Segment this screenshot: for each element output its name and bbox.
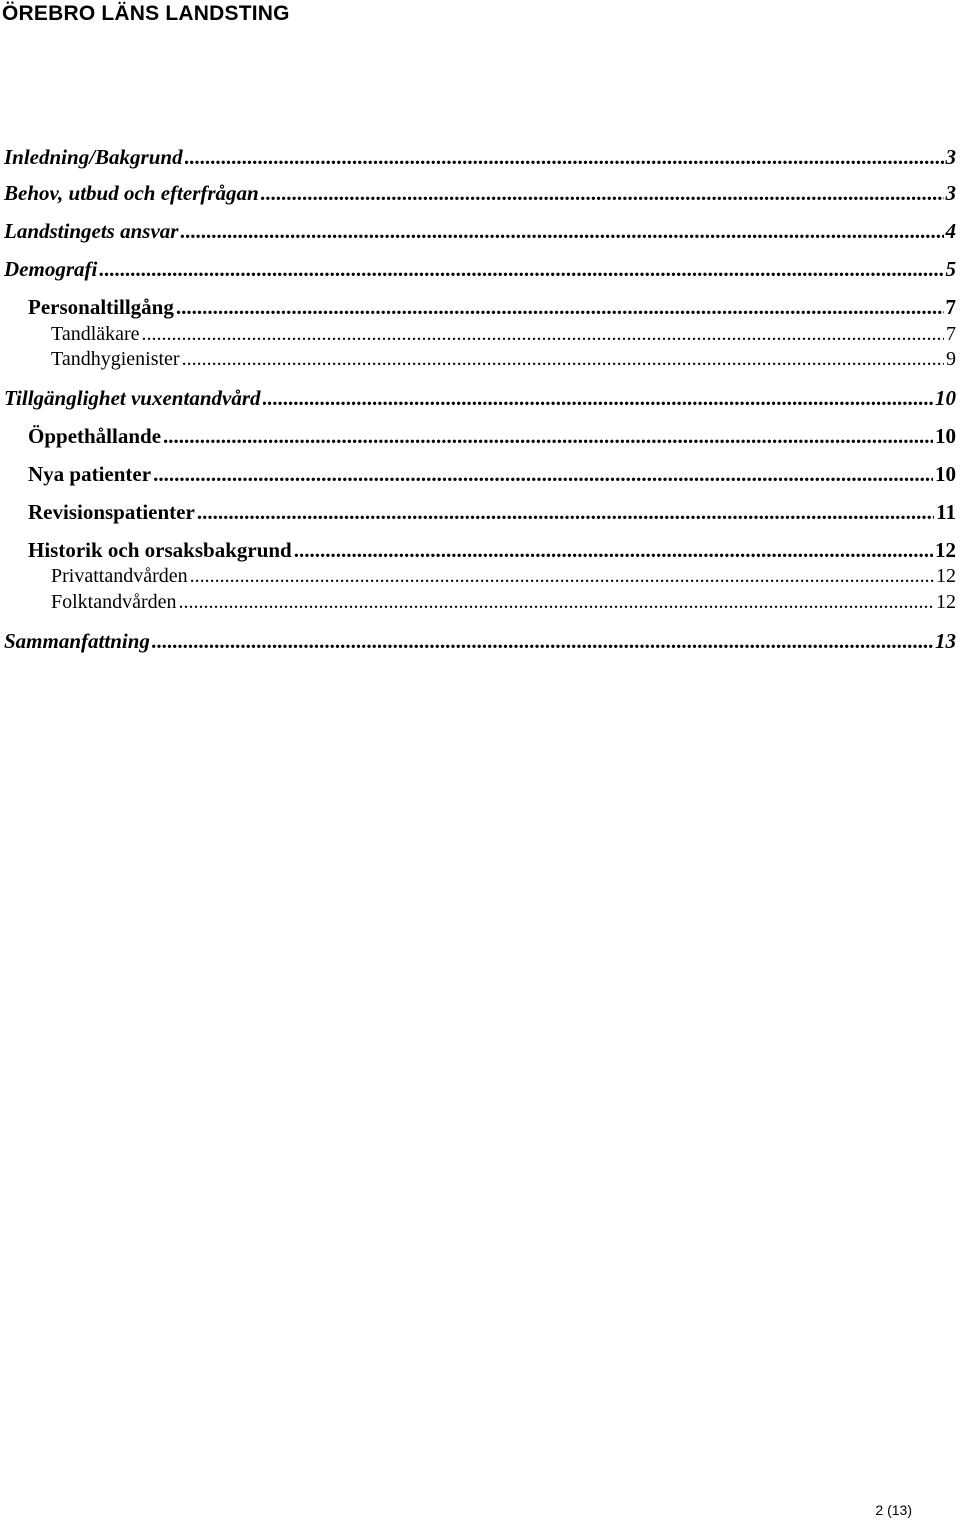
toc-dot-leader bbox=[263, 386, 934, 411]
toc-entry[interactable] bbox=[4, 629, 956, 654]
toc-entry-page: 12 bbox=[936, 565, 956, 587]
toc-entry-page: 11 bbox=[936, 500, 956, 524]
toc-entry-page: 10 bbox=[935, 386, 956, 410]
toc-entry-title: Privattandvården bbox=[51, 565, 188, 587]
toc-entry-title: Tandhygienister bbox=[51, 348, 180, 370]
toc-entry-page: 5 bbox=[945, 257, 956, 281]
toc-entry[interactable] bbox=[28, 295, 956, 320]
toc-entry-page: 10 bbox=[935, 462, 956, 486]
toc-entry[interactable] bbox=[28, 500, 956, 525]
toc-dot-leader bbox=[185, 145, 944, 170]
toc-dot-leader bbox=[261, 181, 944, 206]
toc-entry-title: Tillgänglighet vuxentandvård bbox=[4, 386, 261, 410]
toc-entry[interactable] bbox=[51, 348, 956, 371]
toc-dot-leader bbox=[152, 629, 933, 654]
toc-entry-page: 4 bbox=[945, 219, 956, 243]
toc-dot-leader bbox=[182, 348, 944, 371]
toc-entry-title: Tandläkare bbox=[51, 323, 140, 345]
toc-dot-leader bbox=[163, 424, 933, 449]
toc-entry-page: 7 bbox=[946, 323, 956, 345]
toc-entry-title: Nya patienter bbox=[28, 462, 152, 486]
document-header-org: ÖREBRO LÄNS LANDSTING bbox=[2, 2, 290, 25]
toc-entry-title: Historik och orsaksbakgrund bbox=[28, 538, 292, 562]
toc-entry-title: Revisionspatienter bbox=[28, 500, 195, 524]
toc-entry-page: 7 bbox=[945, 295, 956, 319]
toc-entry-page: 13 bbox=[935, 629, 956, 653]
toc-entry-title: Behov, utbud och efterfrågan bbox=[4, 181, 259, 205]
toc-dot-leader bbox=[190, 565, 934, 588]
toc-entry-page: 3 bbox=[945, 145, 956, 169]
toc-entry[interactable] bbox=[51, 323, 956, 346]
toc-entry[interactable] bbox=[4, 181, 956, 206]
toc-dot-leader bbox=[294, 538, 933, 563]
toc-entry-title: Landstingets ansvar bbox=[4, 219, 179, 243]
toc-entry-page: 10 bbox=[935, 424, 956, 448]
toc-entry[interactable] bbox=[28, 538, 956, 563]
toc-entry[interactable] bbox=[28, 462, 956, 487]
toc-entry[interactable] bbox=[51, 591, 956, 614]
toc-entry[interactable] bbox=[28, 424, 956, 449]
toc-entry-title: Demografi bbox=[4, 257, 98, 281]
toc-entry-title: Folktandvården bbox=[51, 591, 177, 613]
toc-entry-title: Sammanfattning bbox=[4, 629, 150, 653]
toc-entry[interactable] bbox=[4, 386, 956, 411]
toc-dot-leader bbox=[99, 257, 943, 282]
toc-dot-leader bbox=[197, 500, 934, 525]
toc-entry-title: Inledning/Bakgrund bbox=[4, 145, 183, 169]
toc-entry-page: 12 bbox=[935, 538, 956, 562]
toc-dot-leader bbox=[142, 323, 944, 346]
toc-entry[interactable] bbox=[51, 565, 956, 588]
toc-entry-page: 3 bbox=[945, 181, 956, 205]
toc-dot-leader bbox=[180, 219, 943, 244]
page-number: 2 (13) bbox=[875, 1502, 912, 1518]
toc-entry-title: Personaltillgång bbox=[28, 295, 174, 319]
toc-dot-leader bbox=[153, 462, 933, 487]
toc-entry[interactable] bbox=[4, 145, 956, 170]
toc-dot-leader bbox=[176, 295, 944, 320]
toc-entry[interactable] bbox=[4, 219, 956, 244]
toc-entry-title: Öppethållande bbox=[28, 424, 162, 448]
toc-entry-page: 12 bbox=[936, 591, 956, 613]
toc-entry[interactable] bbox=[4, 257, 956, 282]
toc-entry-page: 9 bbox=[946, 348, 956, 370]
toc-dot-leader bbox=[179, 591, 934, 614]
